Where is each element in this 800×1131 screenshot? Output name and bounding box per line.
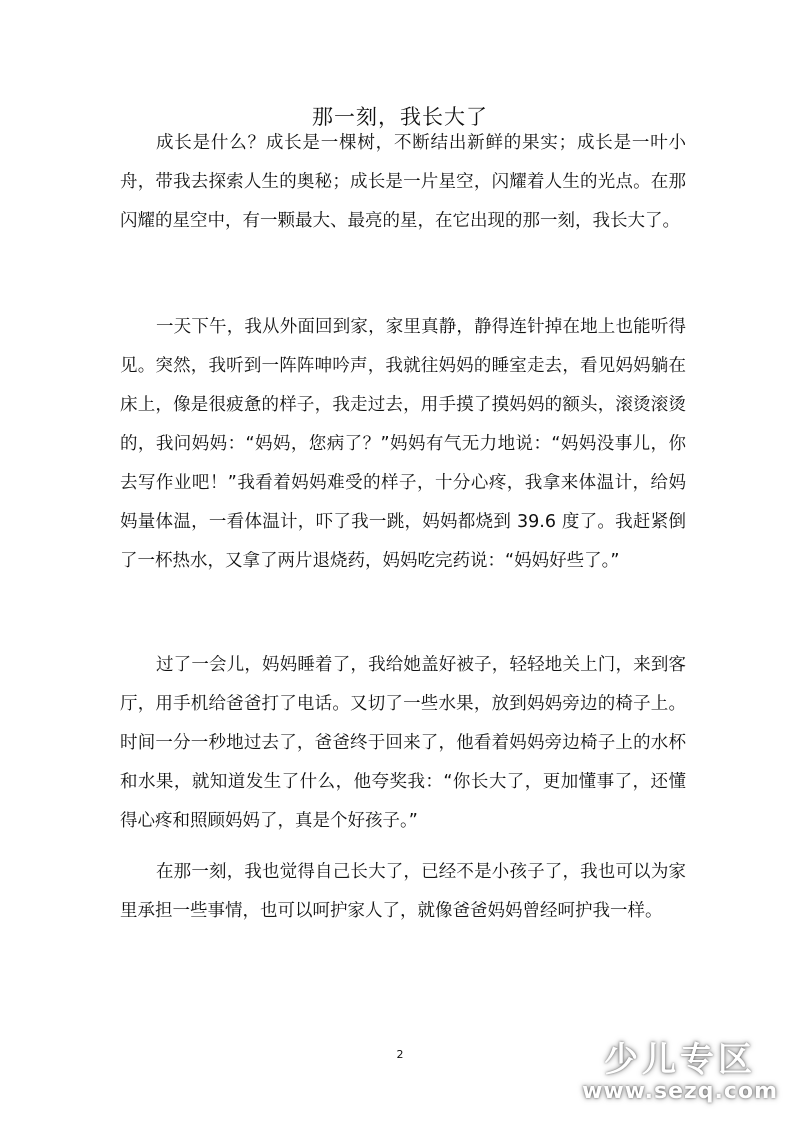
paragraph-2: 一天下午，我从外面回到家，家里真静，静得连针掉在地上也能听得见。突然，我听到一阵阵呻吟声，我就往妈妈的睡室走去，看见妈妈躺在床上，像是很疲惫的样子，我走过去，用手摸了摸妈妈的额头，滚烫滚烫的，我问妈妈：“妈妈，您病了？”妈妈有气无力地说：“妈妈没事儿，你去写作业吧！”我看着妈妈难受的样子，十分心疼，我拿来体温计，给妈妈量体温，一看体温计，吓了我一跳，妈妈都烧到 39.6 度了。我赶紧倒了一杯热水，又拿了两片退烧药，妈妈吃完药说：“妈妈好些了。” [120, 317, 686, 571]
page-number: 2 [396, 1048, 404, 1061]
watermark-name: 少儿专区 [604, 1040, 757, 1080]
watermark-url: www.sezq.com [582, 1079, 778, 1104]
paragraph-1: 成长是什么？成长是一棵树，不断结出新鲜的果实；成长是一叶小舟，带我去探索人生的奥秘；成长是一片星空，闪耀着人生的光点。在那闪耀的星空中，有一颗最大、最亮的星，在它出现的那一刻，我长大了。 [120, 133, 686, 231]
paragraph-4: 在那一刻，我也觉得自己长大了，已经不是小孩子了，我也可以为家里承担一些事情，也可以呵护家人了，就像爸爸妈妈曾经呵护我一样。 [120, 862, 686, 921]
paragraph-3: 过了一会儿，妈妈睡着了，我给她盖好被子，轻轻地关上门，来到客厅，用手机给爸爸打了电话。又切了一些水果，放到妈妈旁边的椅子上。时间一分一秒地过去了，爸爸终于回来了，他看着妈妈旁边椅子上的水杯和水果，就知道发生了什么，他夸奖我：“你长大了，更加懂事了，还懂得心疼和照顾妈妈了，真是个好孩子。” [120, 655, 686, 831]
essay-title: 那一刻，我长大了 [312, 105, 488, 129]
site-watermark [582, 1041, 778, 1105]
